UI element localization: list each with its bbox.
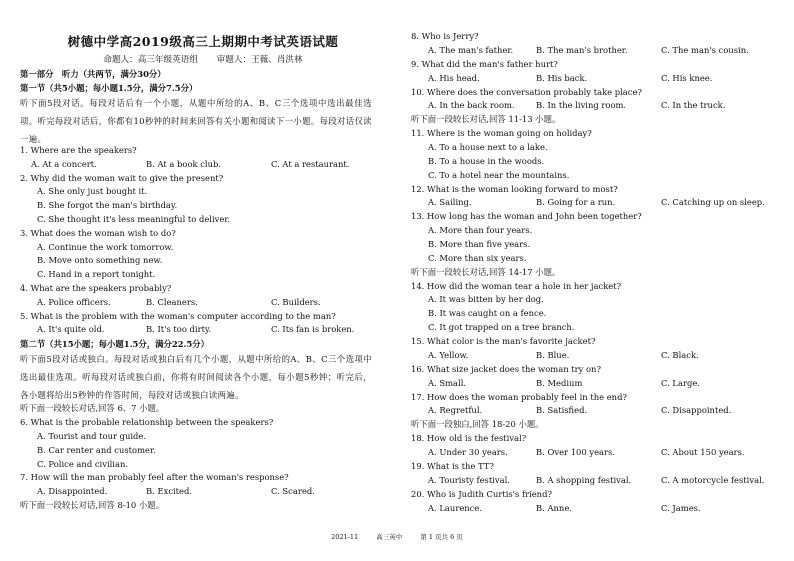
q11-option-a: A. To a house next to a lake.: [428, 142, 548, 152]
question-15: 15. What color is the man's favorite jacket?: [411, 336, 596, 346]
question-16: 16. What size jacket does the woman try on?: [411, 364, 601, 374]
question-14: 14. How did the woman tear a hole in her jacket?: [411, 281, 622, 291]
q5-option-a: A. It's quite old.: [37, 324, 105, 334]
q1-option-b: B. At a book club.: [146, 159, 222, 169]
q4-option-b: B. Cleaners.: [146, 297, 198, 307]
q14-option-b: B. It was caught on a fence.: [428, 308, 547, 318]
q2-option-b: B. She forgot the man's birthday.: [37, 200, 178, 210]
q17-option-c: C. Disappointed.: [661, 405, 732, 415]
q7-option-b: B. Excited.: [146, 486, 193, 496]
q8-option-a: A. The man's father.: [428, 45, 514, 55]
question-4: 4. What are the speakers probably?: [20, 283, 172, 293]
q12-option-b: B. Going for a run.: [536, 197, 616, 207]
q20-option-b: B. Anne.: [536, 503, 572, 513]
cue-q11-13: 听下面一段较长对话,回答 11-13 小题。: [411, 114, 561, 124]
q4-option-c: C. Builders.: [271, 297, 321, 307]
reviewer: 审题人：王薇、肖洪林: [216, 55, 303, 65]
question-9: 9. What did the man's father hurt?: [411, 59, 558, 69]
question-20: 20. Who is Judith Curtis's friend?: [411, 489, 552, 499]
question-18: 18. How old is the festival?: [411, 433, 527, 443]
q15-option-c: C. Black.: [661, 350, 699, 360]
question-19: 19. What is the TT?: [411, 461, 494, 471]
q2-option-c: C. She thought it's less meaningful to deliver.: [37, 214, 231, 224]
question-12: 12. What is the woman looking forward to most?: [411, 184, 618, 194]
q12-option-a: A. Sailing.: [428, 197, 472, 207]
q13-option-b: B. More than five years.: [428, 239, 531, 249]
q6-option-a: A. Tourist and tour guide.: [37, 431, 147, 441]
q16-option-c: C. Large.: [661, 378, 700, 388]
q9-option-a: A. His head.: [428, 73, 480, 83]
question-5: 5. What is the problem with the woman's computer according to the man?: [20, 311, 336, 321]
q8-option-b: B. The man's brother.: [536, 45, 628, 55]
q16-option-b: B. Medium: [536, 378, 583, 388]
q17-option-b: B. Satisfied.: [536, 405, 588, 415]
question-6: 6. What is the probable relationship between the speakers?: [20, 417, 274, 427]
q19-option-b: B. A shopping festival.: [536, 475, 632, 485]
q10-option-b: B. In the living room.: [536, 100, 627, 110]
q6-option-c: C. Police and civilian.: [37, 459, 129, 469]
q7-option-a: A. Disappointed.: [37, 486, 108, 496]
q14-option-c: C. It got trapped on a tree branch.: [428, 322, 575, 332]
question-10: 10. Where does the conversation probably take place?: [411, 87, 642, 97]
q5-option-b: B. It's too dirty.: [146, 324, 212, 334]
q6-option-b: B. Car renter and customer.: [37, 445, 156, 455]
q20-option-a: A. Laurence.: [428, 503, 482, 513]
q10-option-c: C. In the truck.: [661, 100, 726, 110]
q1-option-c: C. At a restaurant.: [271, 159, 350, 169]
q13-option-c: C. More than six years.: [428, 253, 527, 263]
exam-meta: [20, 53, 386, 65]
q3-option-b: B. Move onto something new.: [37, 255, 163, 265]
q8-option-c: C. The man's cousin.: [661, 45, 749, 55]
section1-title: 第一节（共5小题；每小题1.5分，满分7.5分）: [20, 83, 198, 93]
q2-option-a: A. She only just bought it.: [37, 186, 148, 196]
question-8: 8. Who is Jerry?: [411, 31, 479, 41]
q11-option-b: B. To a house in the woods.: [428, 156, 545, 166]
q18-option-a: A. Under 30 years.: [428, 447, 508, 457]
question-7: 7. How will the man probably feel after the woman's response?: [20, 472, 289, 482]
q15-option-b: B. Blue.: [536, 350, 570, 360]
page-footer: [0, 532, 794, 541]
q11-option-c: C. To a hotel near the mountains.: [428, 170, 570, 180]
setter: 命题人：高三年级英语组: [103, 55, 198, 65]
cue-q6-7: 听下面一段较长对话,回答 6、7 小题。: [20, 403, 165, 413]
q7-option-c: C. Scared.: [271, 486, 315, 496]
q3-option-a: A. Continue the work tomorrow.: [37, 242, 174, 252]
q17-option-a: A. Regretful.: [428, 405, 483, 415]
q12-option-c: C. Catching up on sleep.: [661, 197, 765, 207]
footer-page-number: 第 1 页共 6 页: [420, 533, 463, 541]
q16-option-a: A. Small.: [428, 378, 467, 388]
q15-option-a: A. Yellow.: [428, 350, 469, 360]
q1-option-a: A. At a concert.: [31, 159, 97, 169]
q5-option-c: C. Its fan is broken.: [271, 324, 355, 334]
part1-title: 第一部分 听力（共两节，满分30分）: [20, 69, 166, 79]
section2-instructions: 听下面5段对话或独白。每段对话或独白后有几个小题，从题中所给的A、B、C三个选项中选出最佳选项。听每段对话或独白前，你将有时间阅读各个小题，每小题5秒钟；听完后，各小题将给出5秒钟的作答时间，每段对话或独白读两遍。: [20, 354, 372, 400]
cue-q14-17: 听下面一段较长对话,回答 14-17 小题。: [411, 267, 561, 277]
question-3: 3. What does the woman wish to do?: [20, 228, 176, 238]
question-13: 13. How long has the woman and John been together?: [411, 211, 642, 221]
q19-option-a: A. Touristy festival.: [428, 475, 510, 485]
q4-option-a: A. Police officers.: [37, 297, 111, 307]
q9-option-c: C. His knee.: [661, 73, 713, 83]
exam-title: 树德中学高2019级高三上期期中考试英语试题: [67, 34, 339, 49]
q20-option-c: C. James.: [661, 503, 701, 513]
q9-option-b: B. His back.: [536, 73, 588, 83]
question-2: 2. Why did the woman wait to give the present?: [20, 173, 224, 183]
q10-option-a: A. In the back room.: [428, 100, 515, 110]
section1-instructions: 听下面5段对话。每段对话后有一个小题，从题中所给的A、B、C三个选项中选出最佳选项。听完每段对话后，你都有10秒钟的时间来回答有关小题和阅读下一小题。每段对话仅读一遍。: [20, 98, 372, 144]
q14-option-a: A. It was bitten by her dog.: [428, 294, 544, 304]
question-11: 11. Where is the woman going on holiday?: [411, 128, 592, 138]
footer-date: 2021-11: [331, 533, 359, 541]
cue-q8-10: 听下面一段较长对话,回答 8-10 小题。: [20, 500, 165, 510]
section2-title: 第二节（共15小题；每小题1.5分，满分22.5分）: [20, 339, 209, 349]
question-17: 17. How does the woman probably feel in the end?: [411, 392, 627, 402]
question-1: 1. Where are the speakers?: [20, 145, 137, 155]
q13-option-a: A. More than four years.: [428, 225, 533, 235]
q19-option-c: C. A motorcycle festival.: [661, 475, 765, 485]
footer-grade: 高三英中: [376, 533, 403, 541]
q18-option-b: B. Over 100 years.: [536, 447, 615, 457]
q18-option-c: C. About 150 years.: [661, 447, 745, 457]
cue-q18-20: 听下面一段独白,回答 18-20 小题。: [411, 419, 544, 429]
q3-option-c: C. Hand in a report tonight.: [37, 269, 156, 279]
